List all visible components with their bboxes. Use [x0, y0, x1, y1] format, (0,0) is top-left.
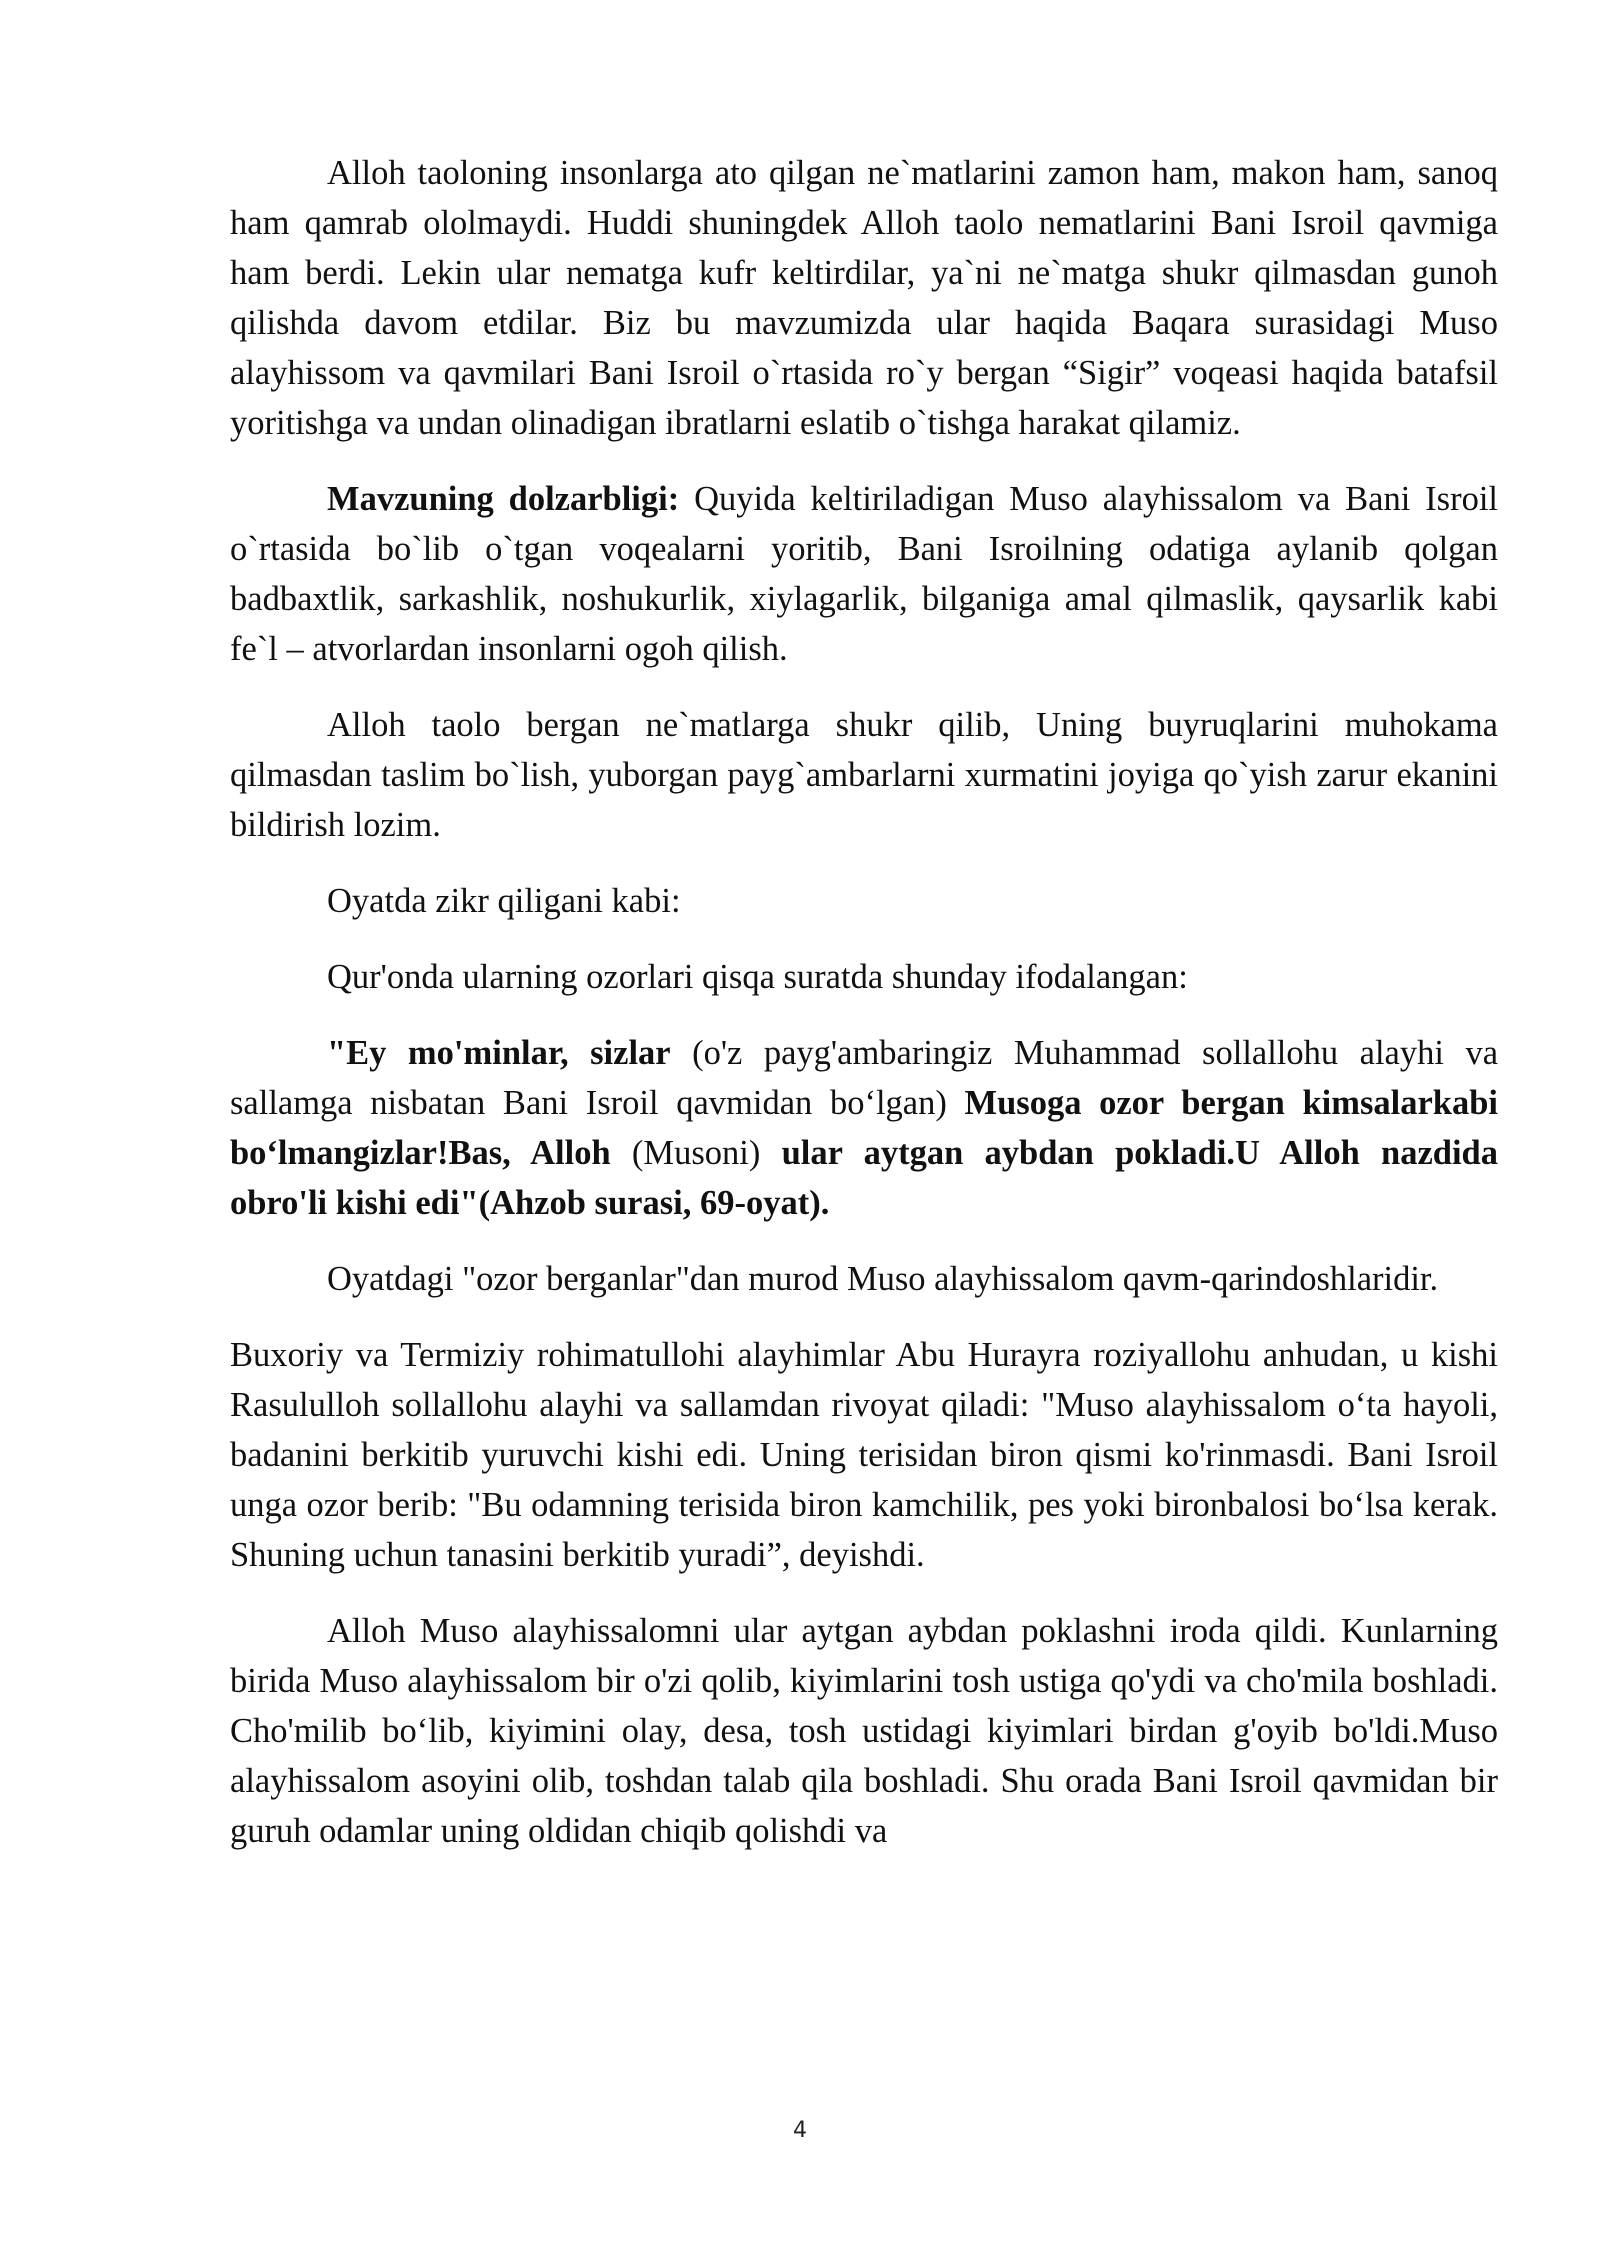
quote-part-2: (o'z payg'ambaringiz Muhammad sollallohu alayhi va sallamga nisbatan Bani Isroil qavmidan bo‘lgan)	[230, 1034, 1499, 1122]
paragraph-relevance	[230, 474, 1498, 674]
paragraph-ayah-explanation: Oyatdagi "ozor berganlar"dan murod Muso alayhissalom qavm-qarindoshlaridir.	[327, 1260, 1439, 1298]
paragraph-story: Alloh Muso alayhissalomni ular aytgan aybdan poklashni iroda qildi. Kunlarning birida Muso alayhissalom bir o'zi qolib, kiyimlarini tosh ustiga qo'ydi va cho'mila boshladi. Cho'milib bo‘lib, kiyimini olay, desa, tosh ustidagi kiyimlari birdan g'oyib bo'ldi.Muso alayhissalom asoyini olib, toshdan talab qila boshladi. Shu orada Bani Isroil qavmidan bir guruh odamlar uning oldidan chiqib qolishdi va	[230, 1612, 1498, 1850]
page-number: 4	[793, 2118, 807, 2143]
paragraph-quran-intro: Qur'onda ularning ozorlari qisqa suratda shunday ifodalangan:	[327, 958, 1188, 996]
paragraph-gratitude: Alloh taolo bergan ne`matlarga shukr qilib, Uning buyruqlarini muhokama qilmasdan taslim bo`lish, yuborgan payg`ambarlarni xurmatini joyiga qo`yish zarur ekanini bildirish lozim.	[230, 706, 1498, 844]
quote-part-4: (Musoni)	[610, 1134, 782, 1172]
paragraph-ayah-quote	[230, 1028, 1498, 1228]
document-body	[230, 148, 1498, 1882]
relevance-heading: Mavzuning dolzarbligi:	[327, 480, 680, 518]
quote-part-3: Musoga ozor bergan kimsalarkabi bo‘lmangizlar!Bas, Alloh	[230, 1084, 1498, 1172]
paragraph-intro: Alloh taoloning insonlarga ato qilgan ne`matlarini zamon ham, makon ham, sanoq ham qamrab ololmaydi. Huddi shuningdek Alloh taolo nematlarini Bani Isroil qavmiga ham berdi. Lekin ular nematga kufr keltirdilar, ya`ni ne`matga shukr qilmasdan gunoh qilishda davom etdilar. Biz bu mavzumizda ular haqida Baqara surasidagi Muso alayhissom va qavmilari Bani Isroil o`rtasida ro`y bergan “Sigir” voqeasi haqida batafsil yoritishga va undan olinadigan ibratlarni eslatib o`tishga harakat qilamiz.	[230, 154, 1498, 442]
paragraph-hadith: Buxoriy va Termiziy rohimatullohi alayhimlar Abu Hurayra roziyallohu anhudan, u kishi Rasululloh sollallohu alayhi va sallamdan rivoyat qiladi: "Muso alayhissalom o‘ta hayoli, badanini berkitib yuruvchi kishi edi. Uning terisidan biron qismi ko'rinmasdi. Bani Isroil unga ozor berib: "Bu odamning terisida biron kamchilik, pes yoki bironbalosi bo‘lsa kerak. Shuning uchun tanasini berkitib yuradi”, deyishdi.	[230, 1336, 1498, 1574]
quote-part-5: ular aytgan aybdan pokladi.U Alloh nazdida obro'li kishi edi"(Ahzob surasi, 69-oyat).	[230, 1134, 1498, 1222]
quote-part-1: "Ey mo'minlar, sizlar	[327, 1034, 671, 1072]
paragraph-ayah-intro: Oyatda zikr qiligani kabi:	[327, 882, 681, 920]
relevance-text: Quyida keltiriladigan Muso alayhissalom va Bani Isroil o`rtasida bo`lib o`tgan voqealarni yoritib, Bani Isroilning odatiga aylanib qolgan badbaxtlik, sarkashlik, noshukurlik, xiylagarlik, bilganiga amal qilmaslik, qaysarlik kabi fe`l – atvorlardan insonlarni ogoh qilish.	[230, 480, 1499, 668]
